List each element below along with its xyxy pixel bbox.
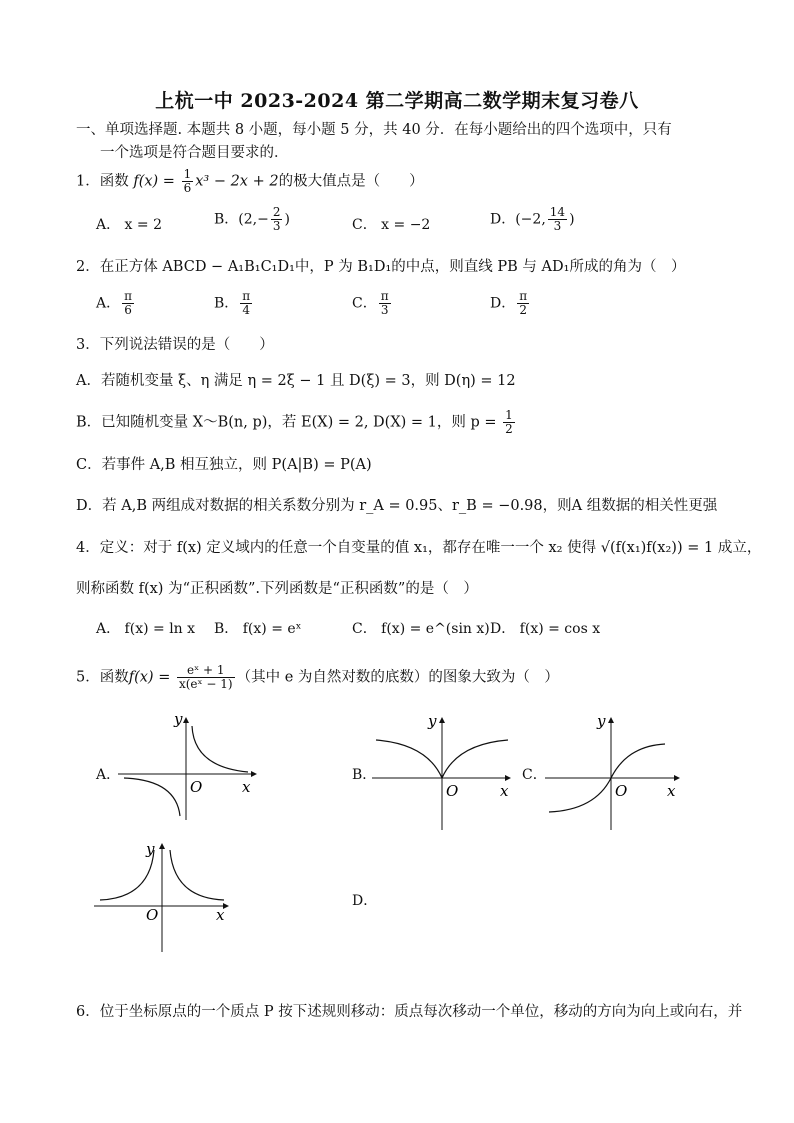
graph-d-x-label: x bbox=[216, 906, 225, 924]
question-2-stem: 2．在正方体 ABCD − A₁B₁C₁D₁中，P 为 B₁D₁的中点，则直线 PB 与 AD₁所成的角为（ ） bbox=[76, 259, 686, 275]
q1-option-b-num: 2 bbox=[272, 205, 281, 219]
q5-graph-c bbox=[545, 712, 685, 838]
q1-option-d-num: 14 bbox=[549, 205, 566, 219]
q2-option-numerator: π bbox=[519, 289, 528, 303]
q2-option-fraction bbox=[517, 290, 529, 317]
q1-func-lhs: f(x) = bbox=[133, 173, 180, 190]
q3-option-c: C．若事件 A,B 相互独立，则 P(A|B) = P(A) bbox=[76, 457, 372, 473]
graph-a-y-label: y bbox=[174, 712, 183, 728]
graph-c-origin: O bbox=[615, 782, 628, 800]
q4-option-c: C． f(x) = e^(sin x) bbox=[352, 621, 490, 637]
q2-option-numerator: π bbox=[242, 289, 251, 303]
graph-a-x-label: x bbox=[242, 778, 251, 796]
q5-fraction bbox=[177, 664, 235, 691]
q4-option-a: A． f(x) = ln x bbox=[96, 621, 196, 637]
q5-frac-den: x(eˣ − 1) bbox=[178, 677, 233, 691]
q2-option-label: D． bbox=[490, 295, 516, 312]
graph-c-x-label: x bbox=[667, 782, 676, 800]
q2-option-numerator: π bbox=[124, 289, 133, 303]
q5-pre: 5．函数 bbox=[76, 669, 129, 686]
graph-a-origin: O bbox=[190, 778, 203, 796]
q2-option-c bbox=[352, 290, 393, 317]
q1-option-d-frac bbox=[548, 206, 567, 233]
q1-stem-a: 函数 bbox=[99, 173, 129, 190]
q5-label-a: A． bbox=[96, 767, 121, 783]
q5-graph-b bbox=[372, 712, 517, 838]
question-1-stem bbox=[76, 168, 424, 195]
q3-option-b-num: 1 bbox=[505, 408, 513, 422]
q2-option-fraction bbox=[240, 290, 252, 317]
q5-graph-a bbox=[118, 712, 263, 826]
q1-option-b bbox=[214, 206, 290, 233]
q5-label-d: D． bbox=[352, 893, 378, 909]
q1-option-a: A． x = 2 bbox=[96, 217, 162, 233]
q1-frac-denominator: 6 bbox=[183, 181, 192, 195]
q2-option-denominator: 4 bbox=[242, 303, 251, 317]
q1-option-b-frac bbox=[271, 206, 283, 233]
graph-d-svg bbox=[94, 838, 234, 954]
q1-option-b-den: 3 bbox=[272, 219, 281, 233]
q1-option-b-post: ) bbox=[284, 211, 290, 228]
question-5-stem bbox=[76, 664, 559, 691]
page-title: 上杭一中 2023-2024 第二学期高二数学期末复习卷八 bbox=[155, 90, 639, 112]
q2-option-b bbox=[214, 290, 254, 317]
q3-option-b-frac bbox=[503, 409, 515, 436]
q3-option-b-den: 2 bbox=[505, 422, 513, 436]
graph-d-curve-right bbox=[170, 850, 224, 900]
graph-b-svg bbox=[372, 712, 517, 834]
graph-d-y-label: y bbox=[146, 840, 155, 858]
q1-option-d bbox=[490, 206, 575, 233]
q3-option-a: A．若随机变量 ξ、η 满足 η = 2ξ − 1 且 D(ξ) = 3，则 D(η) = 12 bbox=[76, 373, 516, 389]
q2-option-denominator: 2 bbox=[519, 303, 527, 317]
q4-option-b: B． f(x) = eˣ bbox=[214, 621, 302, 637]
q2-option-denominator: 6 bbox=[124, 303, 132, 317]
graph-a-svg bbox=[118, 712, 263, 822]
graph-c-svg bbox=[545, 712, 685, 834]
q4-option-d: D． f(x) = cos x bbox=[490, 621, 601, 637]
q1-option-c: C． x = −2 bbox=[352, 217, 431, 233]
q2-option-label: B． bbox=[214, 295, 239, 312]
q2-option-label: C． bbox=[352, 295, 377, 312]
question-3-stem: 3．下列说法错误的是（ ） bbox=[76, 337, 274, 353]
q1-option-d-pre: D．(−2, bbox=[490, 211, 546, 228]
q1-option-b-pre: B．(2,− bbox=[214, 211, 269, 228]
graph-a-curve-left bbox=[124, 778, 180, 816]
graph-a-curve-right bbox=[192, 726, 248, 772]
section-heading-line1: 一、单项选择题. 本题共 8 小题，每小题 5 分，共 40 分．在每小题给出的四个选项中，只有 bbox=[76, 122, 672, 138]
q3-option-b bbox=[76, 409, 517, 436]
q5-frac-num: eˣ + 1 bbox=[177, 664, 235, 678]
question-4-line2: 则称函数 f(x) 为“正积函数”.下列函数是“正积函数”的是（ ） bbox=[76, 581, 478, 597]
q2-option-a bbox=[96, 290, 136, 317]
q2-option-denominator: 3 bbox=[380, 303, 389, 317]
q1-frac-numerator: 1 bbox=[183, 167, 192, 181]
q2-option-fraction bbox=[122, 290, 134, 317]
q2-option-numerator: π bbox=[380, 289, 389, 303]
graph-c-y-label: y bbox=[597, 712, 606, 730]
q5-label-b: B． bbox=[352, 767, 377, 783]
q1-option-d-den: 3 bbox=[553, 219, 562, 233]
q2-option-fraction bbox=[379, 290, 391, 317]
q5-lhs: f(x) = bbox=[128, 669, 175, 686]
q3-option-d: D．若 A,B 两组成对数据的相关系数分别为 r_A = 0.95、r_B = −0.98，则A 组数据的相关性更强 bbox=[76, 498, 718, 514]
graph-b-y-label: y bbox=[428, 712, 437, 730]
q2-option-label: A． bbox=[96, 295, 121, 312]
q1-option-d-post: ) bbox=[569, 211, 575, 228]
q1-fraction bbox=[182, 168, 194, 195]
q2-option-d bbox=[490, 290, 531, 317]
question-4-line1: 4．定义：对于 f(x) 定义域内的任意一个自变量的值 x₁，都存在唯一一个 x₂ 使得 √(f(x₁)f(x₂)) = 1 成立， bbox=[76, 540, 762, 556]
q1-func-rhs: x³ − 2x + 2 bbox=[195, 173, 279, 190]
section-heading-line2: 一个选项是符合题目要求的． bbox=[100, 145, 289, 161]
q5-post: （其中 e 为自然对数的底数）的图象大致为（ ） bbox=[236, 669, 559, 686]
q3-option-b-text: B．已知随机变量 X～B(n, p)，若 E(X) = 2, D(X) = 1，则 p = bbox=[76, 414, 502, 431]
graph-b-origin: O bbox=[446, 782, 459, 800]
q5-graph-d bbox=[94, 838, 234, 958]
q5-label-c: C． bbox=[522, 767, 547, 783]
question-6-stem: 6．位于坐标原点的一个质点 P 按下述规则移动：质点每次移动一个单位，移动的方向为向上或向右，并 bbox=[76, 1004, 743, 1020]
graph-b-x-label: x bbox=[500, 782, 509, 800]
graph-d-origin: O bbox=[146, 906, 159, 924]
q1-stem-b: 的极大值点是（ ） bbox=[278, 173, 424, 190]
q1-number: 1． bbox=[76, 173, 100, 190]
